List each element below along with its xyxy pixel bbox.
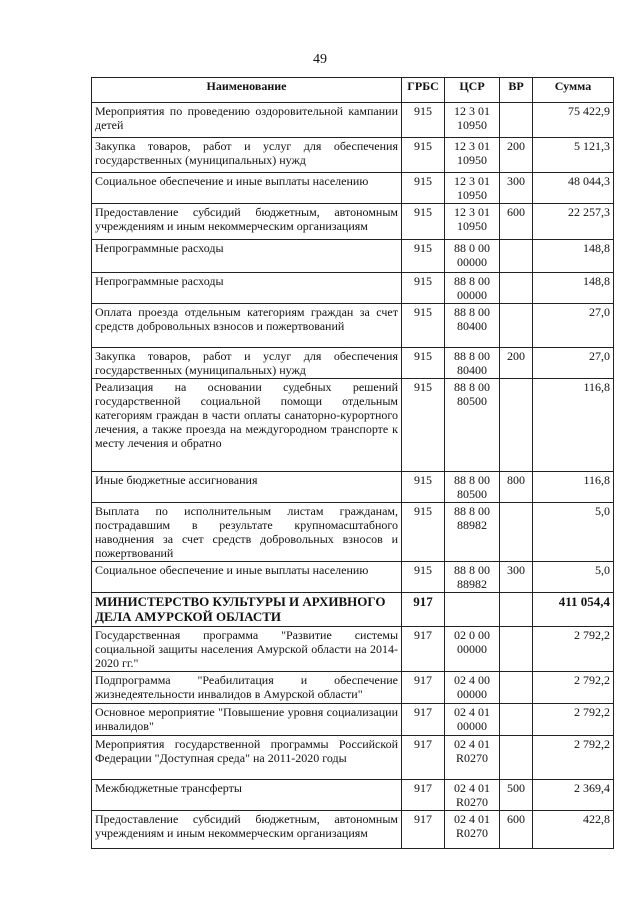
cell-vr bbox=[500, 503, 533, 562]
cell-vr: 300 bbox=[500, 562, 533, 593]
table-row bbox=[92, 672, 614, 704]
cell-csr: 02 0 00 00000 bbox=[445, 627, 500, 672]
cell-csr: 02 4 00 00000 bbox=[445, 672, 500, 704]
table-row bbox=[92, 348, 614, 379]
table-header-row bbox=[92, 78, 614, 103]
cell-vr: 200 bbox=[500, 138, 533, 173]
table-row bbox=[92, 503, 614, 562]
cell-sum: 148,8 bbox=[533, 240, 614, 273]
cell-sum: 75 422,9 bbox=[533, 103, 614, 138]
table-row bbox=[92, 593, 614, 627]
table-row bbox=[92, 204, 614, 240]
cell-name: Мероприятия государственной программы Российской Федерации "Доступная среда" на 2011-2020 годы bbox=[92, 736, 402, 780]
cell-name: Непрограммные расходы bbox=[92, 240, 402, 273]
header-vr: ВР bbox=[500, 78, 533, 103]
cell-name: Подпрограмма "Реабилитация и обеспечение жизнедеятельности инвалидов в Амурской области" bbox=[92, 672, 402, 704]
cell-sum: 48 044,3 bbox=[533, 173, 614, 204]
cell-sum: 22 257,3 bbox=[533, 204, 614, 240]
header-name: Наименование bbox=[92, 78, 402, 103]
cell-name: Выплата по исполнительным листам гражданам, пострадавшим в результате крупномасштабного наводнения за счет средств добровольных взносов и пожертвований bbox=[92, 503, 402, 562]
table-row bbox=[92, 273, 614, 304]
cell-vr: 300 bbox=[500, 173, 533, 204]
table-row bbox=[92, 472, 614, 503]
cell-csr: 88 8 00 88982 bbox=[445, 503, 500, 562]
table-row bbox=[92, 562, 614, 593]
cell-sum: 116,8 bbox=[533, 379, 614, 472]
table-row bbox=[92, 138, 614, 173]
table-row bbox=[92, 304, 614, 348]
cell-grbs: 917 bbox=[402, 672, 445, 704]
header-sum: Сумма bbox=[533, 78, 614, 103]
cell-grbs: 917 bbox=[402, 704, 445, 736]
budget-table bbox=[91, 77, 614, 849]
cell-csr bbox=[445, 593, 500, 627]
cell-vr bbox=[500, 273, 533, 304]
cell-vr: 500 bbox=[500, 780, 533, 811]
cell-sum: 148,8 bbox=[533, 273, 614, 304]
table-row bbox=[92, 627, 614, 672]
cell-sum: 2 369,4 bbox=[533, 780, 614, 811]
page-number: 49 bbox=[313, 52, 327, 67]
cell-grbs: 915 bbox=[402, 503, 445, 562]
cell-sum: 5,0 bbox=[533, 503, 614, 562]
cell-vr bbox=[500, 736, 533, 780]
cell-name: Оплата проезда отдельным категориям граждан за счет средств добровольных взносов и пожертвований bbox=[92, 304, 402, 348]
table-row bbox=[92, 240, 614, 273]
cell-vr: 800 bbox=[500, 472, 533, 503]
cell-grbs: 915 bbox=[402, 348, 445, 379]
cell-csr: 88 8 00 00000 bbox=[445, 273, 500, 304]
cell-name: Реализация на основании судебных решений государственной социальной помощи отдельным категориям граждан в части оплаты санаторно-курортного лечения, а также проезда на междугородном транспорте к месту лечения и обратно bbox=[92, 379, 402, 472]
cell-csr: 02 4 01 00000 bbox=[445, 704, 500, 736]
cell-vr bbox=[500, 593, 533, 627]
cell-grbs: 917 bbox=[402, 593, 445, 627]
cell-grbs: 915 bbox=[402, 138, 445, 173]
cell-grbs: 915 bbox=[402, 273, 445, 304]
cell-vr bbox=[500, 103, 533, 138]
header-grbs: ГРБС bbox=[402, 78, 445, 103]
cell-name: Предоставление субсидий бюджетным, автономным учреждениям и иным некоммерческим организациям bbox=[92, 204, 402, 240]
cell-sum: 5 121,3 bbox=[533, 138, 614, 173]
cell-name: Социальное обеспечение и иные выплаты населению bbox=[92, 173, 402, 204]
cell-sum: 27,0 bbox=[533, 348, 614, 379]
cell-vr: 200 bbox=[500, 348, 533, 379]
cell-name: Основное мероприятие "Повышение уровня социализации инвалидов" bbox=[92, 704, 402, 736]
cell-vr bbox=[500, 627, 533, 672]
cell-csr: 12 3 01 10950 bbox=[445, 138, 500, 173]
cell-csr: 88 8 00 88982 bbox=[445, 562, 500, 593]
header-csr: ЦСР bbox=[445, 78, 500, 103]
cell-name: Закупка товаров, работ и услуг для обеспечения государственных (муниципальных) нужд bbox=[92, 348, 402, 379]
cell-csr: 02 4 01 R0270 bbox=[445, 780, 500, 811]
cell-grbs: 917 bbox=[402, 780, 445, 811]
cell-csr: 88 8 00 80500 bbox=[445, 472, 500, 503]
cell-sum: 422,8 bbox=[533, 811, 614, 849]
cell-sum: 116,8 bbox=[533, 472, 614, 503]
cell-csr: 02 4 01 R0270 bbox=[445, 811, 500, 849]
cell-vr bbox=[500, 304, 533, 348]
cell-csr: 12 3 01 10950 bbox=[445, 204, 500, 240]
cell-name: Государственная программа "Развитие системы социальной защиты населения Амурской области на 2014-2020 гг." bbox=[92, 627, 402, 672]
cell-grbs: 915 bbox=[402, 472, 445, 503]
cell-sum: 2 792,2 bbox=[533, 736, 614, 780]
table-body bbox=[92, 103, 614, 849]
cell-vr: 600 bbox=[500, 204, 533, 240]
cell-grbs: 915 bbox=[402, 379, 445, 472]
cell-grbs: 915 bbox=[402, 173, 445, 204]
cell-name: Социальное обеспечение и иные выплаты населению bbox=[92, 562, 402, 593]
cell-csr: 88 8 00 80400 bbox=[445, 304, 500, 348]
table-row bbox=[92, 103, 614, 138]
cell-csr: 12 3 01 10950 bbox=[445, 103, 500, 138]
cell-csr: 12 3 01 10950 bbox=[445, 173, 500, 204]
table-row bbox=[92, 736, 614, 780]
cell-name: Непрограммные расходы bbox=[92, 273, 402, 304]
cell-csr: 88 8 00 80500 bbox=[445, 379, 500, 472]
cell-grbs: 915 bbox=[402, 304, 445, 348]
cell-sum: 27,0 bbox=[533, 304, 614, 348]
cell-sum: 2 792,2 bbox=[533, 704, 614, 736]
cell-vr bbox=[500, 704, 533, 736]
cell-grbs: 917 bbox=[402, 811, 445, 849]
cell-name: Иные бюджетные ассигнования bbox=[92, 472, 402, 503]
cell-grbs: 915 bbox=[402, 103, 445, 138]
cell-vr bbox=[500, 672, 533, 704]
cell-name: Межбюджетные трансферты bbox=[92, 780, 402, 811]
cell-sum: 2 792,2 bbox=[533, 627, 614, 672]
cell-vr bbox=[500, 379, 533, 472]
cell-name: МИНИСТЕРСТВО КУЛЬТУРЫ И АРХИВНОГО ДЕЛА АМУРСКОЙ ОБЛАСТИ bbox=[92, 593, 402, 627]
table-row bbox=[92, 811, 614, 849]
cell-name: Закупка товаров, работ и услуг для обеспечения государственных (муниципальных) нужд bbox=[92, 138, 402, 173]
cell-grbs: 915 bbox=[402, 240, 445, 273]
cell-name: Предоставление субсидий бюджетным, автономным учреждениям и иным некоммерческим организациям bbox=[92, 811, 402, 849]
cell-csr: 88 8 00 80400 bbox=[445, 348, 500, 379]
table-row bbox=[92, 173, 614, 204]
cell-csr: 02 4 01 R0270 bbox=[445, 736, 500, 780]
cell-grbs: 917 bbox=[402, 627, 445, 672]
cell-vr: 600 bbox=[500, 811, 533, 849]
cell-vr bbox=[500, 240, 533, 273]
cell-sum: 2 792,2 bbox=[533, 672, 614, 704]
cell-sum: 411 054,4 bbox=[533, 593, 614, 627]
cell-grbs: 915 bbox=[402, 562, 445, 593]
cell-grbs: 915 bbox=[402, 204, 445, 240]
cell-sum: 5,0 bbox=[533, 562, 614, 593]
cell-csr: 88 0 00 00000 bbox=[445, 240, 500, 273]
cell-grbs: 917 bbox=[402, 736, 445, 780]
table-row bbox=[92, 379, 614, 472]
cell-name: Мероприятия по проведению оздоровительной кампании детей bbox=[92, 103, 402, 138]
table-row bbox=[92, 704, 614, 736]
table-row bbox=[92, 780, 614, 811]
